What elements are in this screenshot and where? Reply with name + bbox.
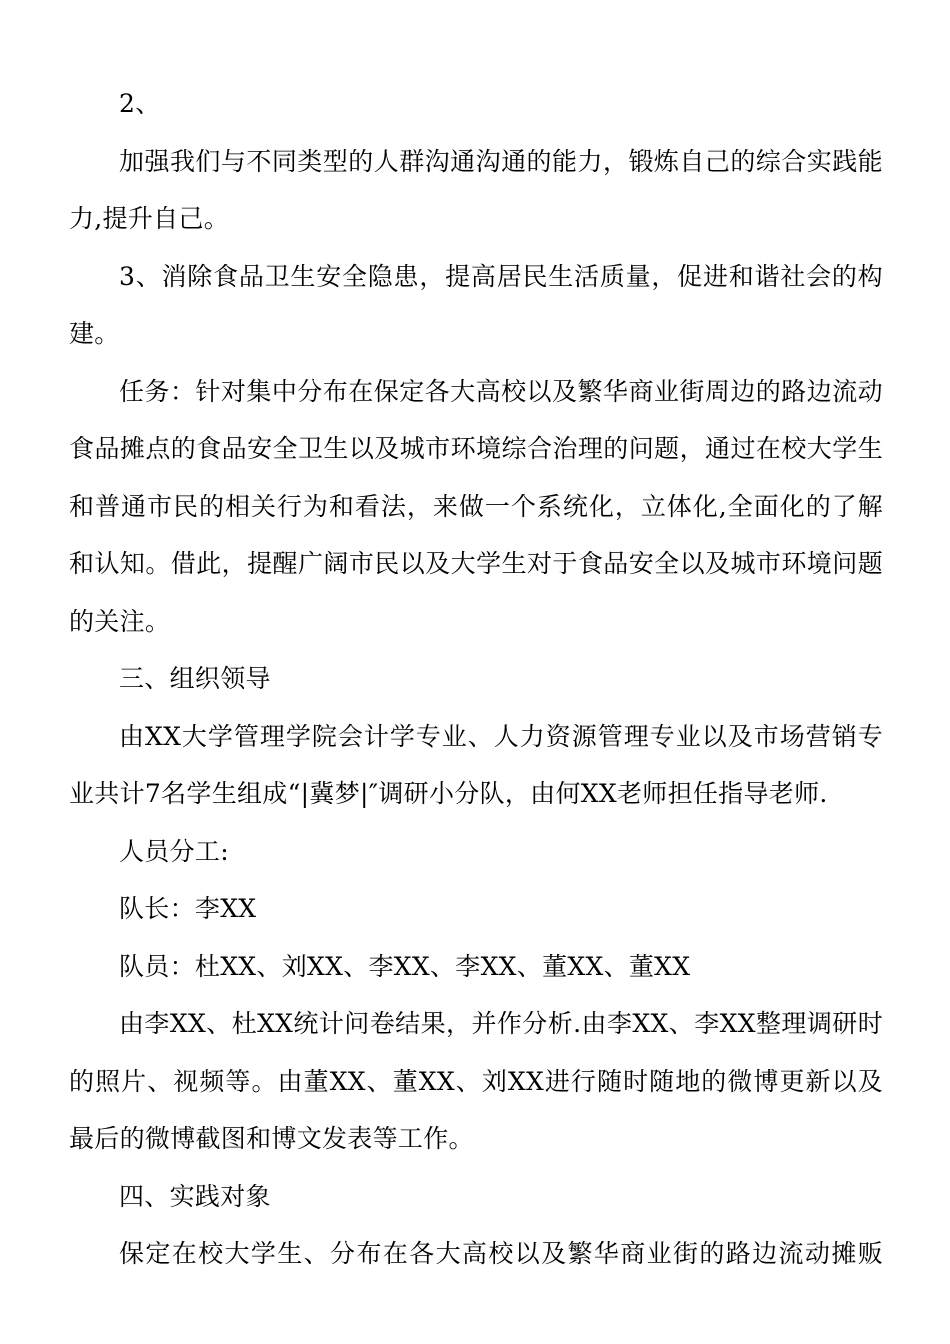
paragraph-captain: 队长：李XX (119, 894, 257, 923)
paragraph-item-3: 3、消除食品卫生安全隐患，提高居民生活质量，促进和谐社会的构建。 (69, 261, 883, 348)
paragraph-objects: 保定在校大学生、分布在各大高校以及繁华商业街的路边流动摊贩 (119, 1239, 883, 1268)
document-body (69, 75, 883, 1283)
paragraph-task: 任务：针对集中分布在保定各大高校以及繁华商业街周边的路边流动食品摊点的食品安全卫生以及城市环境综合治理的问题，通过在校大学生和普通市民的相关行为和看法，来做一个系统化，立体化,全面化的了解和认知。借此，提醒广阔市民以及大学生对于食品安全以及城市环境问题的关注。 (69, 376, 883, 636)
section-heading-objects: 四、实践对象 (119, 1181, 271, 1211)
paragraph-item-2: 2、 (119, 89, 161, 118)
paragraph-organization: 由XX大学管理学院会计学专业、人力资源管理专业以及市场营销专业共计7名学生组成“|冀梦|″调研小分队，由何XX老师担任指导老师. (69, 721, 883, 808)
section-heading-organization: 三、组织领导 (119, 664, 271, 693)
paragraph-communication-goal: 加强我们与不同类型的人群沟通沟通的能力，锻炼自己的综合实践能力,提升自己。 (69, 146, 883, 233)
paragraph-duties: 由李XX、杜XX统计问卷结果，并作分析.由李XX、李XX整理调研时的照片、视频等。由董XX、董XX、刘XX进行随时随地的微博更新以及最后的微博截图和博文发表等工作。 (69, 1009, 883, 1153)
paragraph-staffing-label: 人员分工: (119, 836, 229, 866)
paragraph-members: 队员：杜XX、刘XX、李XX、李XX、董XX、董XX (119, 951, 691, 981)
